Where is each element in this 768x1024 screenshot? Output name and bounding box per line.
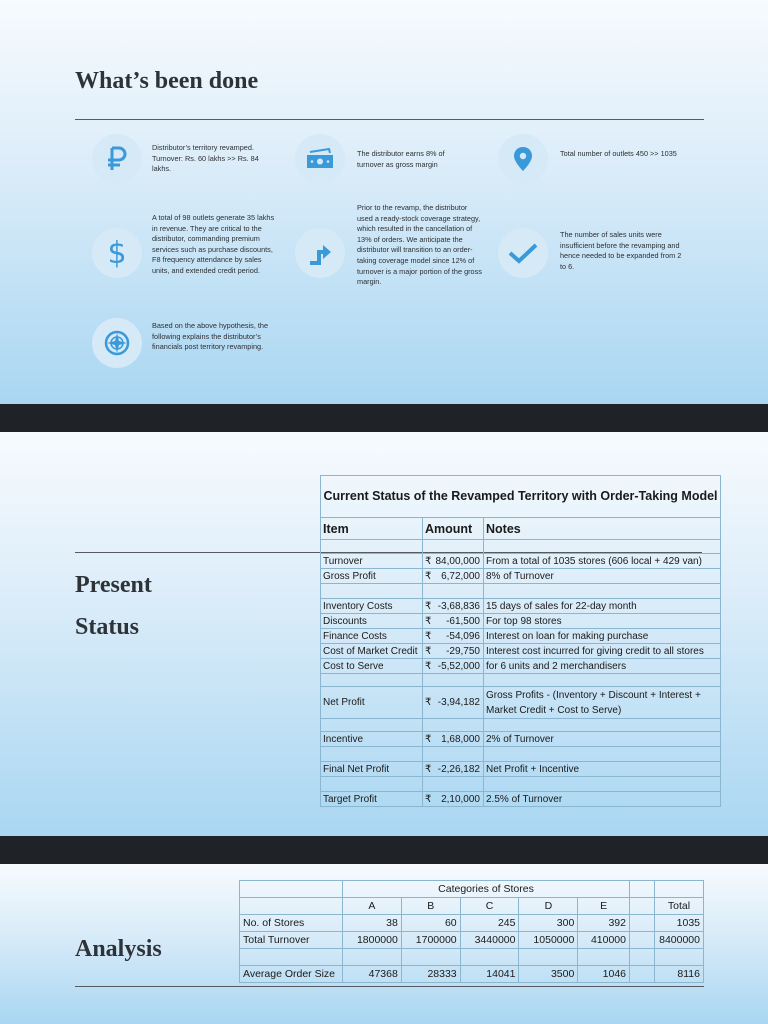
- item-text-hypothesis: Based on the above hypothesis, the following explains the distributor’s financials post territory revamping.: [152, 321, 269, 352]
- table-title: Current Status of the Revamped Territory with Order-Taking Model: [321, 476, 721, 518]
- checkmark-icon-badge: [498, 228, 548, 278]
- ruble-icon: [105, 145, 129, 173]
- slide-title: Analysis: [75, 936, 162, 962]
- item-text-sales-units: The number of sales units were insufficient before the revamping and hence needed to be expanded from 2 to 6.: [560, 230, 682, 271]
- group-header: Categories of Stores: [343, 881, 630, 898]
- table-row: Total Turnover 1800000 1700000 3440000 1050000 410000 8400000: [240, 932, 704, 949]
- item-text-gross-margin: The distributor earns 8% of turnover as gross margin: [357, 149, 445, 169]
- analysis-table: [239, 880, 704, 983]
- table-row: Cost of Market Credit ₹ -29,750 Interest cost incurred for giving credit to all stores: [321, 644, 721, 659]
- dollar-icon: $: [107, 235, 127, 271]
- turn-arrow-icon: [307, 240, 333, 266]
- ruble-icon-badge: [92, 134, 142, 184]
- table-row: Finance Costs ₹ -54,096 Interest on loan for making purchase: [321, 629, 721, 644]
- header-amount: Amount: [423, 518, 484, 540]
- slide-whats-been-done: [0, 0, 768, 404]
- table-row: Turnover ₹ 84,00,000 From a total of 1035 stores (606 local + 429 van): [321, 554, 721, 569]
- title-divider: [75, 119, 704, 120]
- cash-icon: [305, 148, 335, 170]
- table-row: Net Profit ₹ -3,94,182 Gross Profits - (Inventory + Discount + Interest + Market Credit + Cost to Serve): [321, 687, 721, 719]
- table-row: Discounts ₹ -61,500 For top 98 stores: [321, 614, 721, 629]
- turn-arrow-icon-badge: [295, 228, 345, 278]
- table-row: Target Profit ₹ 2,10,000 2.5% of Turnover: [321, 792, 721, 807]
- table-row: Average Order Size 47368 28333 14041 3500 1046 8116: [240, 966, 704, 983]
- slide-title-line1: Present: [75, 572, 152, 598]
- compass-icon: [103, 329, 131, 357]
- title-divider: [75, 986, 704, 987]
- slide-title-line2: Status: [75, 614, 140, 640]
- item-text-outlets: Total number of outlets 450 >> 1035: [560, 149, 677, 158]
- location-pin-icon-badge: [498, 134, 548, 184]
- status-table: [320, 475, 721, 807]
- item-text-98-outlets: A total of 98 outlets generate 35 lakhs in revenue. They are critical to the distributor, commanding premium services such as purchase discounts, F8 frequency attendance by sales units, and extended credit period.: [152, 213, 275, 275]
- location-pin-icon: [513, 146, 533, 172]
- slide-separator: [0, 836, 768, 864]
- table-row: Cost to Serve ₹ -5,52,000 for 6 units and 2 merchandisers: [321, 659, 721, 674]
- cash-icon-badge: [295, 134, 345, 184]
- table-row: Incentive ₹ 1,68,000 2% of Turnover: [321, 732, 721, 747]
- item-text-revamp-strategy: Prior to the revamp, the distributor used a ready-stock coverage strategy, which resulted in the cancellation of 13% of orders. We anticipate the distributor will transition to an order-taking coverage model since 12% of turnover is a major portion of the gross margin.: [357, 203, 482, 287]
- slide-title: What’s been done: [75, 68, 259, 94]
- table-row: Inventory Costs ₹ -3,68,836 15 days of sales for 22-day month: [321, 599, 721, 614]
- table-row: Final Net Profit ₹ -2,26,182 Net Profit + Incentive: [321, 762, 721, 777]
- column-header-row: A B C D E Total: [240, 898, 704, 915]
- slide-separator: [0, 404, 768, 432]
- dollar-icon-badge: [92, 228, 142, 278]
- header-notes: Notes: [484, 518, 721, 540]
- header-item: Item: [321, 518, 423, 540]
- item-text-turnover: Distributor’s territory revamped. Turnover: Rs. 60 lakhs >> Rs. 84 lakhs.: [152, 143, 259, 174]
- compass-icon-badge: [92, 318, 142, 368]
- checkmark-icon: [508, 242, 538, 264]
- table-row: No. of Stores 38 60 245 300 392 1035: [240, 915, 704, 932]
- table-row: Gross Profit ₹ 6,72,000 8% of Turnover: [321, 569, 721, 584]
